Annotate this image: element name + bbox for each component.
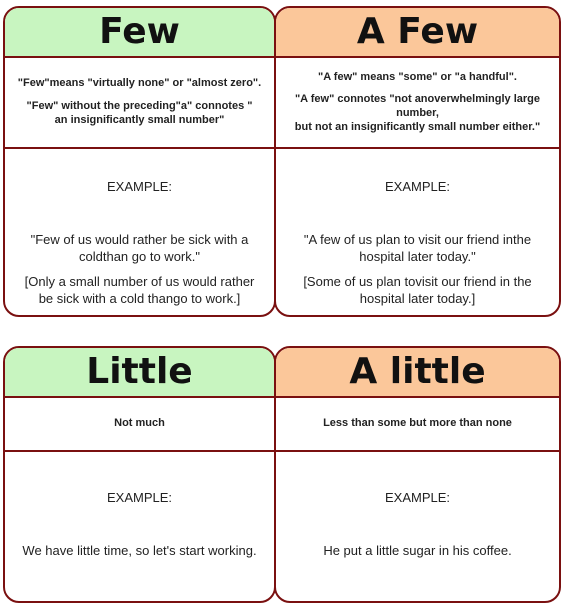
example-label: EXAMPLE:	[106, 179, 173, 194]
example-section	[276, 179, 559, 308]
definition-section	[276, 58, 559, 149]
definition-text: Not much	[114, 417, 165, 430]
card-title: Few	[99, 11, 180, 52]
definition-text: Less than some but more than none	[323, 417, 512, 430]
definition-text: "A few" means "some" or "a handful".	[318, 70, 517, 83]
example-sentence: He put a little sugar in his coffee.	[323, 543, 512, 558]
definition-text: "A few" connotes "not anoverwhelmingly large number, but not an insignificantly small number either."	[294, 93, 541, 133]
example-label: EXAMPLE:	[384, 179, 451, 194]
definition-section	[5, 58, 274, 149]
example-section	[276, 490, 559, 560]
example-paraphrase: [Some of us plan tovisit our friend in the hospital later today.]	[303, 273, 532, 306]
example-sentence: "A few of us plan to visit our friend inthe hospital later today."	[303, 232, 532, 264]
card-header	[5, 348, 274, 398]
example-sentence: "Few of us would rather be sick with a coldthan go to work."	[30, 232, 249, 264]
card-header	[276, 8, 559, 58]
definition-text: "Few"means "virtually none" or "almost zero".	[17, 77, 262, 90]
card-a-little	[274, 346, 561, 603]
card-header	[5, 8, 274, 58]
card-title: A Few	[356, 11, 479, 52]
card-title: A little	[349, 351, 486, 392]
definition-section	[5, 398, 274, 452]
definition-text: "Few" without the preceding"a" connotes " an insignificantly small number"	[26, 100, 253, 126]
card-a-few	[274, 6, 561, 317]
card-little	[3, 346, 276, 603]
example-paraphrase: [Only a small number of us would rather be sick with a cold thango to work.]	[24, 273, 255, 306]
card-header	[276, 348, 559, 398]
example-sentence: We have little time, so let's start working.	[22, 543, 257, 558]
example-section	[5, 490, 274, 560]
example-section	[5, 179, 274, 308]
card-title: Little	[86, 351, 193, 392]
definition-section	[276, 398, 559, 452]
example-label: EXAMPLE:	[106, 490, 173, 505]
card-few	[3, 6, 276, 317]
example-label: EXAMPLE:	[384, 490, 451, 505]
